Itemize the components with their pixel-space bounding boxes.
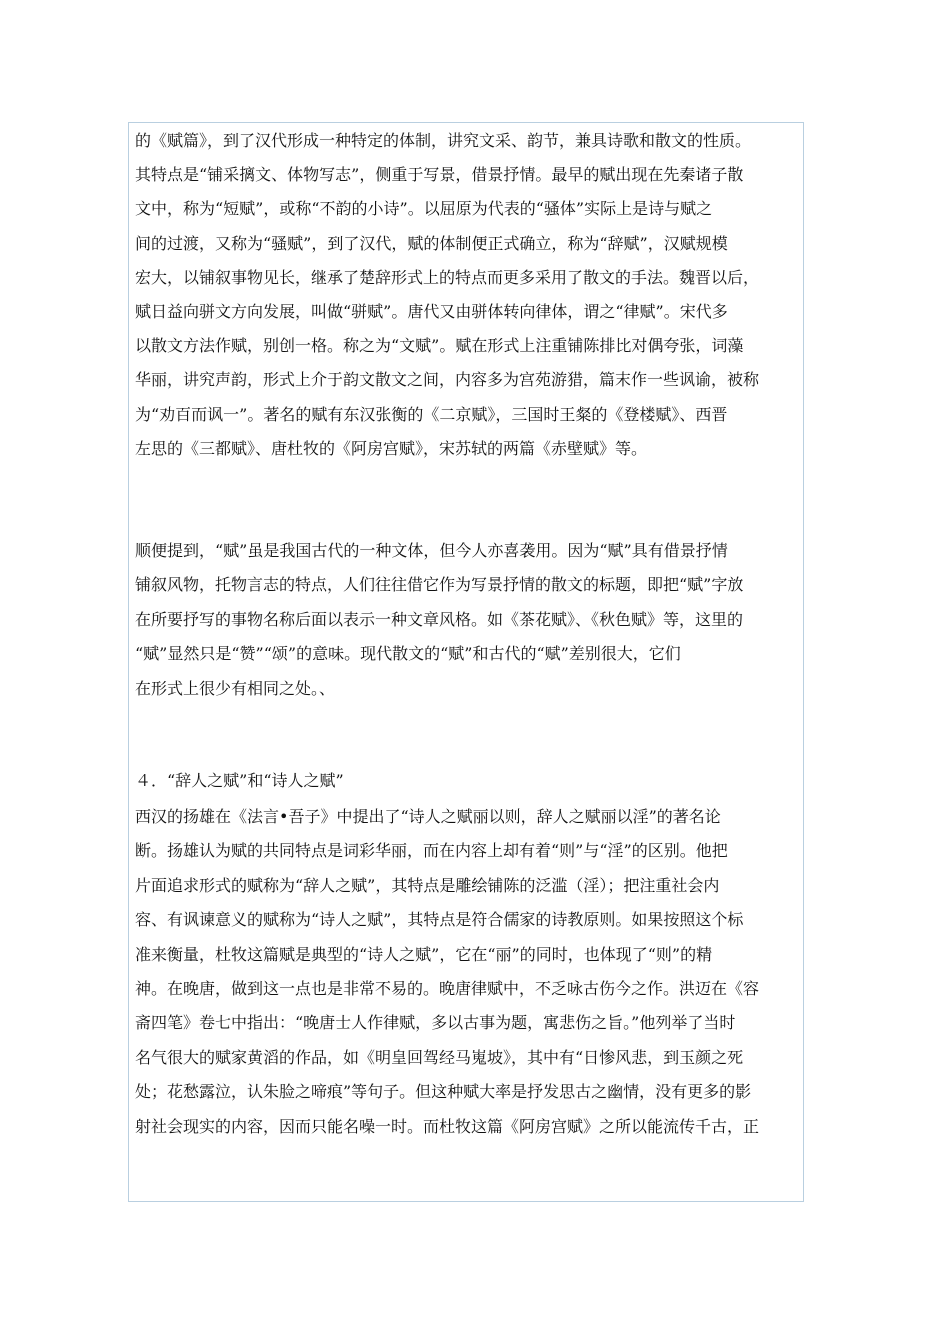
text-line: 其特点是“铺采摛文、体物写志”，侧重于写景，借景抒情。最早的赋出现在先秦诸子散: [135, 165, 744, 185]
text-line: 文中，称为“短赋”，或称“不韵的小诗”。以屈原为代表的“骚体”实际上是诗与赋之: [135, 199, 713, 219]
text-line: 以散文方法作赋，别创一格。称之为“文赋”。赋在形式上注重铺陈排比对偶夸张，词藻: [135, 336, 744, 356]
paragraph-modern-fu: [135, 534, 795, 706]
text-line: 名气很大的赋家黄滔的作品，如《明皇回驾经马嵬坡》，其中有“日惨风悲，到玉颜之死: [135, 1047, 744, 1067]
text-line: 在所要抒写的事物名称后面以表示一种文章风格。如《茶花赋》、《秋色赋》等，这里的: [135, 609, 744, 629]
text-line: 在形式上很少有相同之处。、: [135, 678, 336, 698]
section-heading: ４．“辞人之赋”和“诗人之赋”: [135, 771, 344, 790]
text-line: 容、有讽谏意义的赋称为“诗人之赋”，其特点是符合儒家的诗教原则。如果按照这个标: [135, 910, 744, 930]
text-line: 的《赋篇》，到了汉代形成一种特定的体制，讲究文采、韵节，兼具诗歌和散文的性质。: [135, 131, 752, 150]
text-line: 片面追求形式的赋称为“辞人之赋”，其特点是雕绘铺陈的泛滥（淫）；把注重社会内: [135, 875, 720, 895]
text-line: 准来衡量，杜牧这篇赋是典型的“诗人之赋”，它在“丽”的同时，也体现了“则”的精: [135, 944, 713, 964]
text-line: 射社会现实的内容，因而只能名噪一时。而杜牧这篇《阿房宫赋》之所以能流传千古，正: [135, 1116, 760, 1136]
text-line: 顺便提到，“赋”虽是我国古代的一种文体，但今人亦喜袭用。因为“赋”具有借景抒情: [135, 541, 728, 560]
text-line: 神。在晚唐，做到这一点也是非常不易的。晚唐律赋中，不乏咏古伤今之作。洪迈在《容: [135, 979, 760, 999]
text-line: 断。扬雄认为赋的共同特点是词彩华丽，而在内容上却有着“则”与“淫”的区别。他把: [135, 841, 728, 861]
text-line: 华丽，讲究声韵，形式上介于韵文散文之间，内容多为宫苑游猎，篇末作一些讽谕，被称: [135, 370, 760, 390]
text-line: “赋”显然只是“赞”“颂”的意味。现代散文的“赋”和古代的“赋”差别很大，它们: [135, 644, 681, 664]
text-line: 间的过渡，又称为“骚赋”，到了汉代，赋的体制便正式确立，称为“辞赋”，汉赋规模: [135, 233, 728, 253]
text-line: 左思的《三都赋》、唐杜牧的《阿房宫赋》，宋苏轼的两篇《赤壁赋》等。: [135, 438, 648, 458]
text-line: 为“劝百而讽一”。著名的赋有东汉张衡的《二京赋》，三国时王粲的《登楼赋》、西晋: [135, 404, 728, 424]
text-line: 西汉的扬雄在《法言•吾子》中提出了“诗人之赋丽以则，辞人之赋丽以淫”的著名论: [135, 807, 721, 826]
paragraph-fu-history: [135, 124, 795, 466]
text-line: 斋四笔》卷七中指出：“晚唐士人作律赋，多以古事为题，寓悲伤之旨。”他列举了当时: [135, 1013, 736, 1033]
text-line: 赋日益向骈文方向发展，叫做“骈赋”。唐代又由骈体转向律体，谓之“律赋”。宋代多: [135, 302, 728, 322]
text-line: 处；花愁露泣，认朱脸之啼痕”等句子。但这种赋大率是抒发思古之幽情，没有更多的影: [135, 1082, 752, 1102]
text-line: 铺叙风物，托物言志的特点，人们往往借它作为写景抒情的散文的标题，即把“赋”字放: [135, 575, 744, 595]
paragraph-ciren-shiren: [135, 800, 795, 1144]
text-line: 宏大，以铺叙事物见长，继承了楚辞形式上的特点而更多采用了散文的手法。魏晋以后，: [135, 267, 760, 287]
